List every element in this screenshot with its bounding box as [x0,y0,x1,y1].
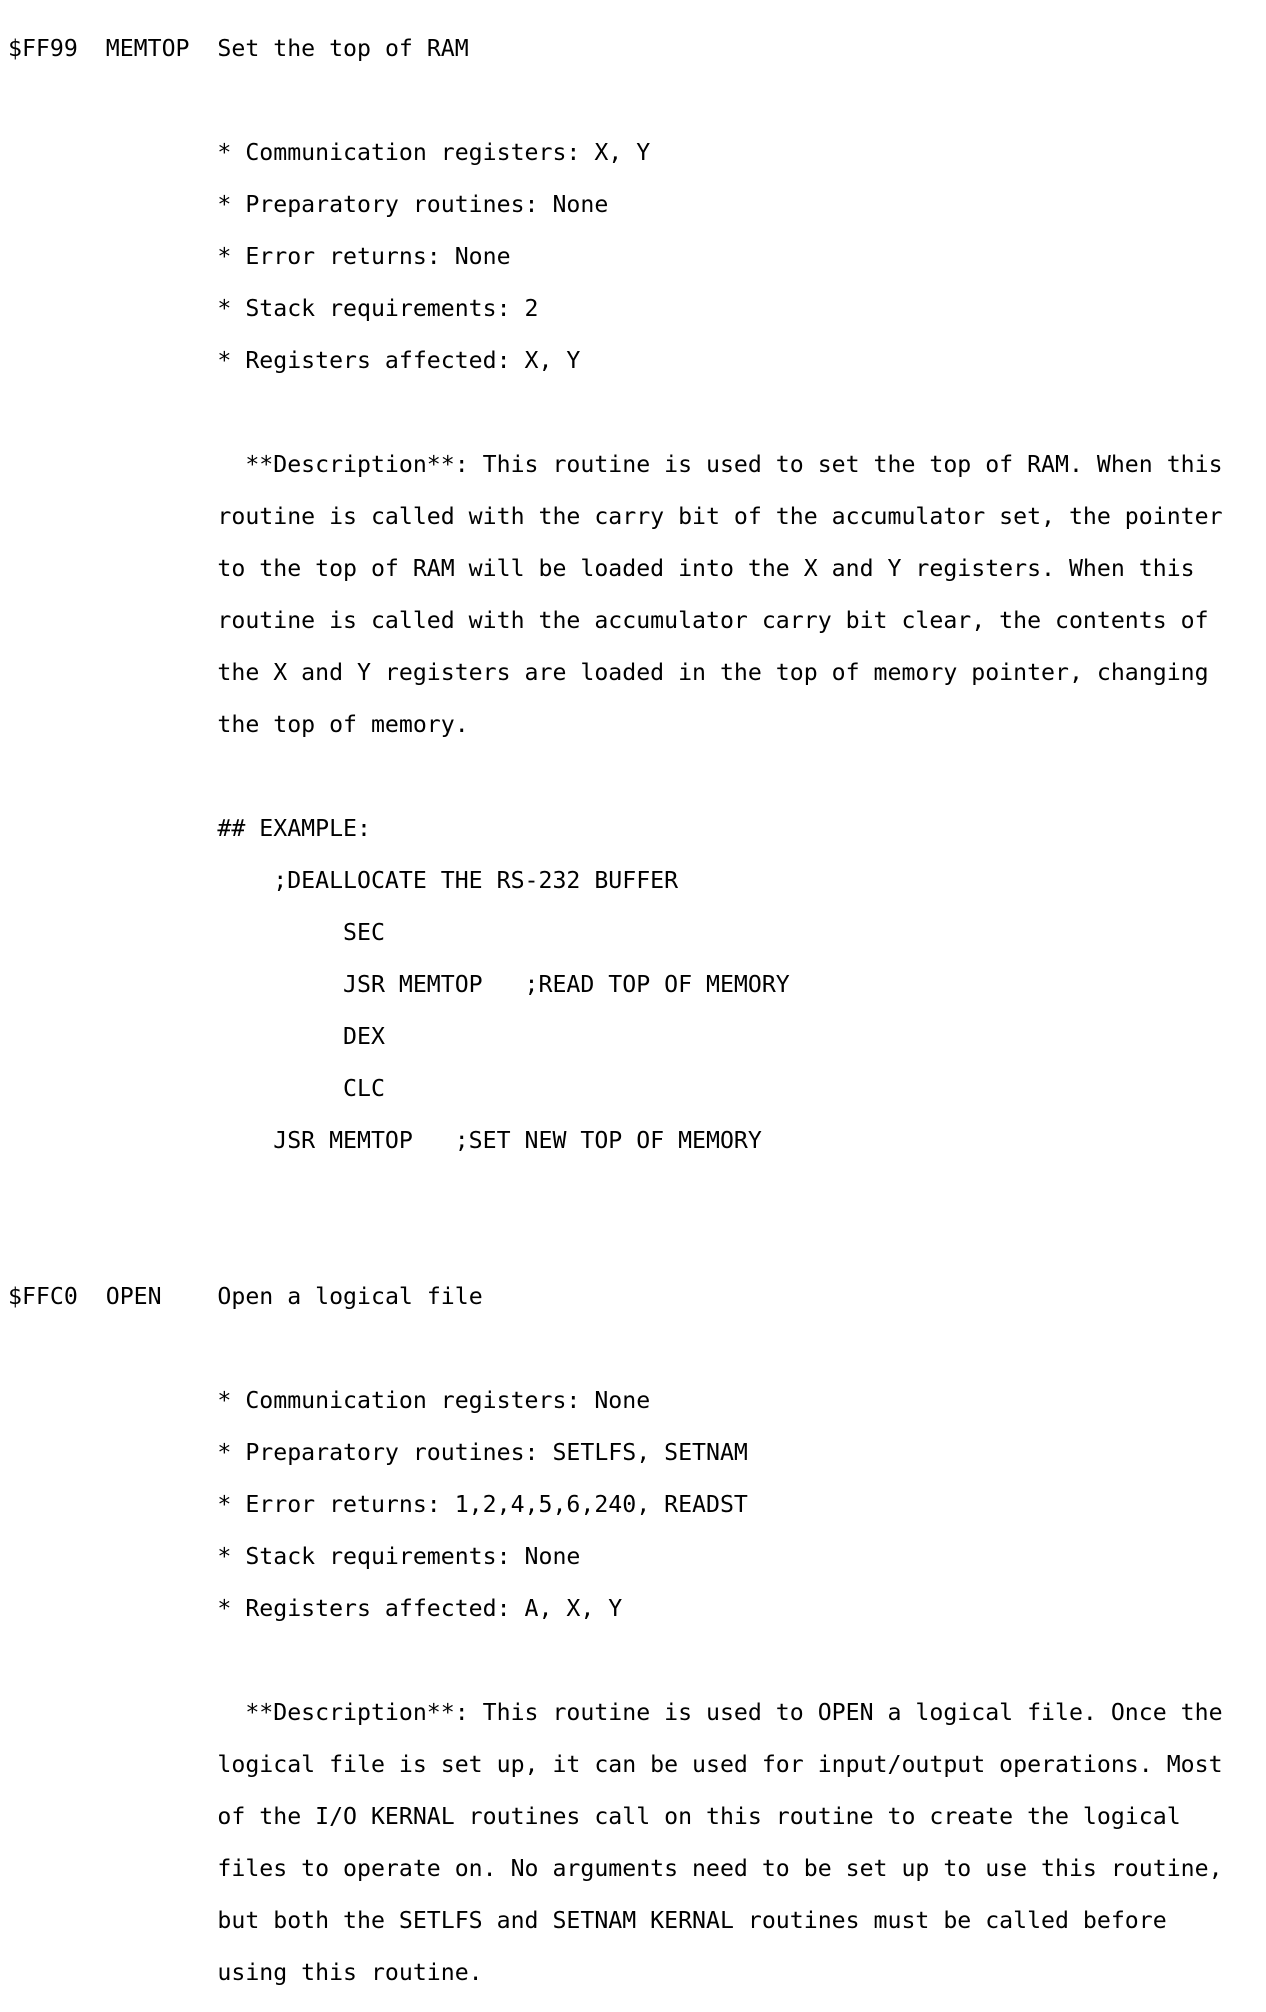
property-line: * Error returns: None [217,243,511,270]
description-line: logical file is set up, it can be used for input/output operations. Most [217,1751,1223,1778]
property-line: * Stack requirements: 2 [217,295,539,322]
description-line: to the top of RAM will be loaded into the X and Y registers. When this [217,555,1195,582]
code-line: SEC [217,919,385,946]
description-line: but both the SETLFS and SETNAM KERNAL routines must be called before [217,1907,1167,1934]
routine-address: $FF99 [8,35,78,62]
description-line: using this routine. [217,1959,483,1986]
description-line: routine is called with the carry bit of the accumulator set, the pointer [217,503,1223,530]
property-line: * Preparatory routines: SETLFS, SETNAM [217,1439,748,1466]
property-line: * Error returns: 1,2,4,5,6,240, READST [217,1491,748,1518]
property-line: * Communication registers: X, Y [217,139,651,166]
description-line: **Description**: This routine is used to set the top of RAM. When this [217,451,1223,478]
code-line: ;DEALLOCATE THE RS-232 BUFFER [217,867,679,894]
routine-header-open [8,1284,1223,1310]
description-line: **Description**: This routine is used to OPEN a logical file. Once the [217,1699,1223,1726]
description-line: files to operate on. No arguments need to be set up to use this routine, [217,1855,1223,1882]
example-heading: ## EXAMPLE: [217,815,371,842]
description-line: the X and Y registers are loaded in the top of memory pointer, changing [217,659,1209,686]
code-line: CLC [217,1075,385,1102]
description-line: the top of memory. [217,711,469,738]
property-line: * Registers affected: A, X, Y [217,1595,623,1622]
code-line: JSR MEMTOP ;READ TOP OF MEMORY [217,971,790,998]
property-line: * Communication registers: None [217,1387,651,1414]
routine-header-memtop [8,36,1223,62]
description-line: of the I/O KERNAL routines call on this routine to create the logical [217,1803,1181,1830]
code-line: JSR MEMTOP ;SET NEW TOP OF MEMORY [217,1127,762,1154]
property-line: * Registers affected: X, Y [217,347,581,374]
routine-name: OPEN [105,1283,162,1310]
routine-title: Set the top of RAM [217,35,469,62]
property-line: * Stack requirements: None [217,1543,581,1570]
code-line: DEX [217,1023,385,1050]
property-line: * Preparatory routines: None [217,191,609,218]
routine-address: $FFC0 [8,1283,78,1310]
routine-name: MEMTOP [105,35,190,62]
kernal-routine-document [8,0,1223,2012]
routine-title: Open a logical file [217,1283,483,1310]
description-line: routine is called with the accumulator carry bit clear, the contents of [217,607,1209,634]
